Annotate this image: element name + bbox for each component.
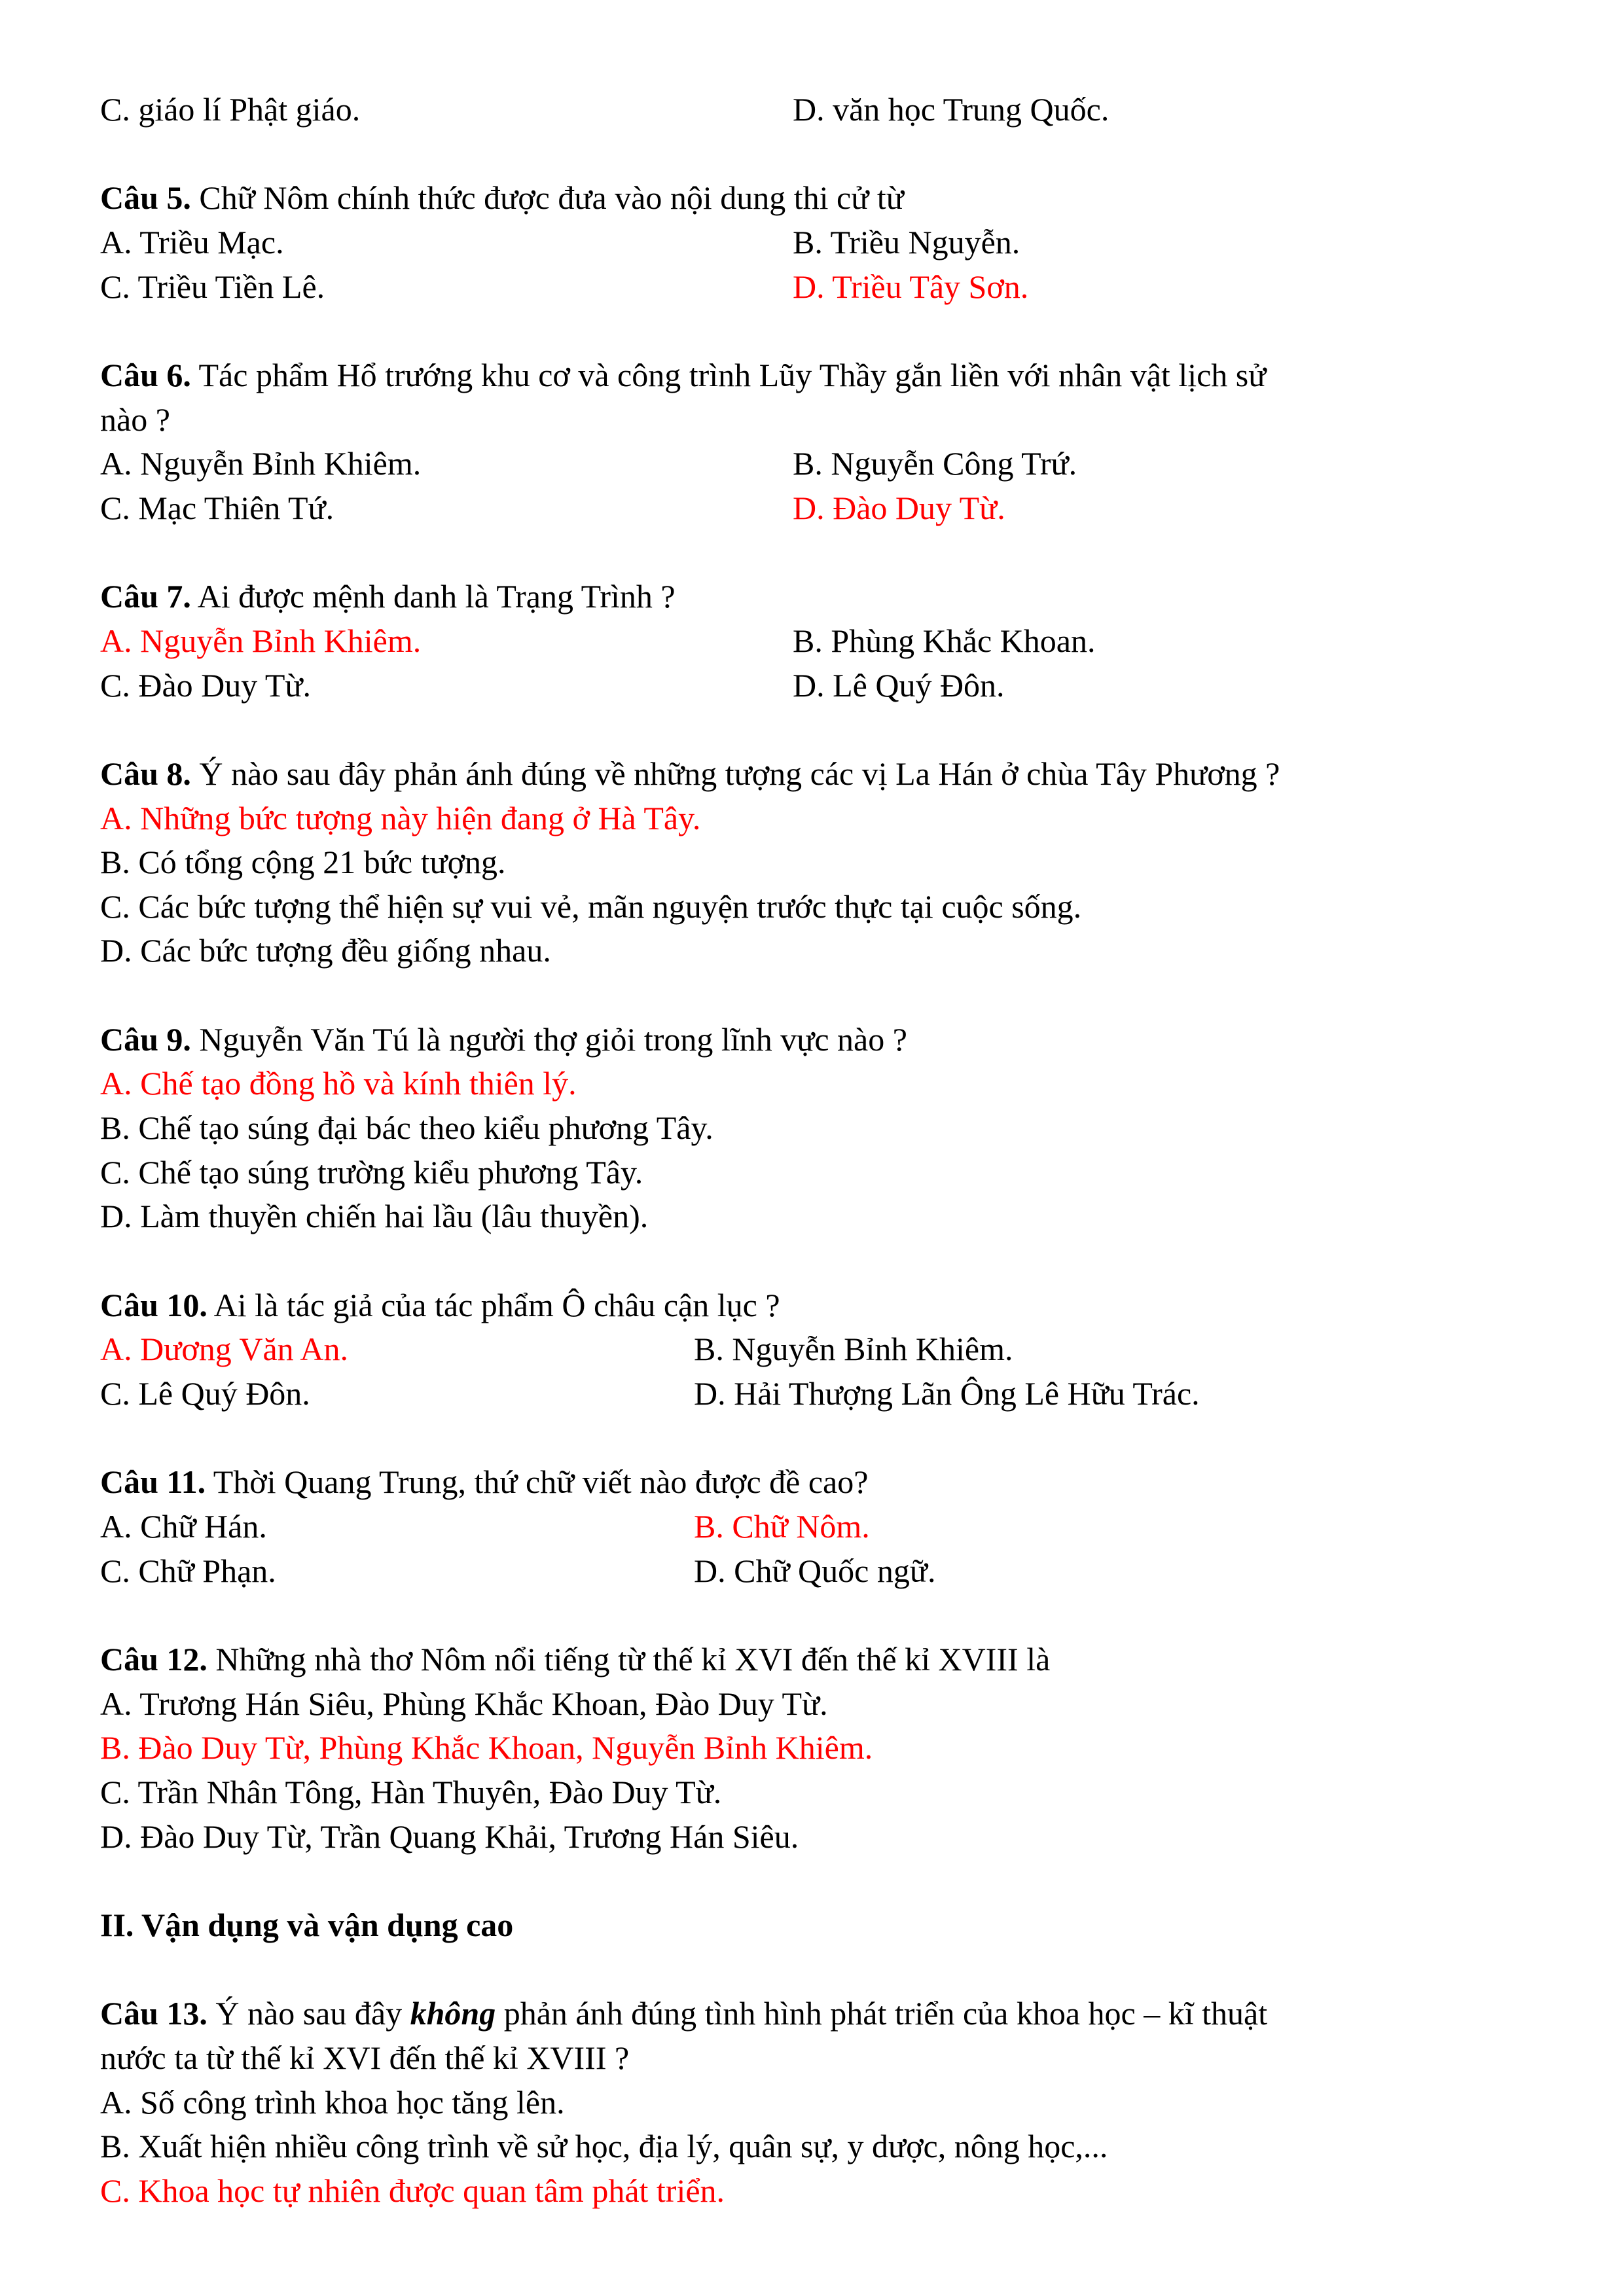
- answer-option-correct: A. Dương Văn An.: [100, 1331, 349, 1368]
- question-label: Câu 6.: [100, 356, 191, 393]
- blank-line: [100, 1948, 1540, 1992]
- answer-option: A. Số công trình khoa học tăng lên.: [100, 2083, 565, 2121]
- question-label: Câu 5.: [100, 179, 191, 217]
- answer-option: D. Lê Quý Đôn.: [793, 666, 1005, 704]
- answer-option: B. Nguyễn Bỉnh Khiêm.: [694, 1331, 1013, 1368]
- question-text: Những nhà thơ Nôm nổi tiếng từ thế kỉ XVI đến thế kỉ XVIII là: [207, 1640, 1051, 1677]
- answer-option-correct: A. Những bức tượng này hiện đang ở Hà Tây.: [100, 799, 701, 836]
- question-label: Câu 9.: [100, 1020, 191, 1058]
- answer-row: [100, 664, 1540, 708]
- answer-row: [100, 619, 1540, 664]
- question-label: Câu 13.: [100, 1995, 208, 2032]
- question-emphasis: không: [410, 1995, 496, 2032]
- answer-row: [100, 88, 1540, 132]
- answer-option-correct: A. Nguyễn Bỉnh Khiêm.: [100, 622, 422, 659]
- question-stem-continued: nước ta từ thế kỉ XVI đến thế kỉ XVIII ?: [100, 2039, 630, 2076]
- blank-line: [100, 1593, 1540, 1638]
- question-stem: [100, 1638, 1540, 1682]
- answer-option: D. Chữ Quốc ngữ.: [694, 1552, 936, 1589]
- answer-option: C. giáo lí Phật giáo.: [100, 91, 361, 128]
- answer-row: [100, 1505, 1540, 1549]
- question-stem: [100, 353, 1540, 398]
- answer-row: [100, 221, 1540, 265]
- question-block: [100, 1460, 1540, 1593]
- answer-option: D. văn học Trung Quốc.: [793, 91, 1110, 128]
- answer-row: [100, 1372, 1540, 1416]
- answer-option-correct: D. Triều Tây Sơn.: [793, 268, 1029, 305]
- answer-option-correct: D. Đào Duy Từ.: [793, 489, 1005, 526]
- question-text: Ý nào sau đây phản ánh đúng về những tượng các vị La Hán ở chùa Tây Phương ?: [190, 755, 1280, 792]
- section: [100, 1903, 1540, 1948]
- answer-option: C. Triều Tiền Lê.: [100, 268, 325, 305]
- question-text: Ý nào sau đây: [207, 1995, 410, 2032]
- question-label: Câu 11.: [100, 1463, 206, 1501]
- answer-option: C. Chữ Phạn.: [100, 1552, 276, 1589]
- blank-line: [100, 531, 1540, 575]
- answer-row: [100, 442, 1540, 486]
- answer-option: C. Đào Duy Từ.: [100, 666, 311, 704]
- answer-row: [100, 486, 1540, 531]
- question-label: Câu 10.: [100, 1286, 208, 1323]
- question-stem: [100, 1460, 1540, 1505]
- answer-option: C. Mạc Thiên Tứ.: [100, 489, 334, 526]
- answer-option: B. Triều Nguyễn.: [793, 223, 1020, 260]
- answer-option-correct: A. Chế tạo đồng hồ và kính thiên lý.: [100, 1065, 577, 1102]
- blank-line: [100, 708, 1540, 752]
- question-block: [100, 575, 1540, 708]
- answer-option: C. Lê Quý Đôn.: [100, 1375, 310, 1412]
- question-text: Nguyễn Văn Tú là người thợ giỏi trong lĩnh vực nào ?: [190, 1020, 907, 1058]
- blank-line: [100, 132, 1540, 177]
- question-block: [100, 88, 1540, 132]
- question-text: Ai là tác giả của tác phẩm Ô châu cận lục ?: [207, 1286, 780, 1323]
- answer-row: [100, 1549, 1540, 1594]
- answer-option: B. Chế tạo súng đại bác theo kiểu phương Tây.: [100, 1109, 713, 1147]
- answer-option: C. Các bức tượng thể hiện sự vui vẻ, mãn nguyện trước thực tại cuộc sống.: [100, 888, 1082, 925]
- question-stem: [100, 1283, 1540, 1328]
- question-block: [100, 176, 1540, 309]
- answer-option-correct: B. Đào Duy Từ, Phùng Khắc Khoan, Nguyễn Bỉnh Khiêm.: [100, 1729, 873, 1767]
- question-block: [100, 353, 1540, 531]
- question-block: [100, 1992, 1540, 2213]
- answer-option: B. Xuất hiện nhiều công trình về sử học, địa lý, quân sự, y dược, nông học,...: [100, 2128, 1108, 2165]
- answer-option: C. Trần Nhân Tông, Hàn Thuyên, Đào Duy Từ.: [100, 1773, 722, 1810]
- answer-option: A. Chữ Hán.: [100, 1508, 267, 1545]
- question-text: Thời Quang Trung, thứ chữ viết nào được đề cao?: [206, 1463, 869, 1501]
- question-text: nào ?: [100, 401, 170, 438]
- blank-line: [100, 973, 1540, 1018]
- exam-page: [100, 88, 1540, 2214]
- question-stem: [100, 1992, 1540, 2036]
- answer-option: D. Làm thuyền chiến hai lầu (lâu thuyền).: [100, 1198, 649, 1235]
- question-label: Câu 12.: [100, 1640, 208, 1677]
- section-heading: II. Vận dụng và vận dụng cao: [100, 1906, 514, 1943]
- answer-option: D. Đào Duy Từ, Trần Quang Khải, Trương Hán Siêu.: [100, 1818, 799, 1855]
- answer-option: A. Triều Mạc.: [100, 223, 284, 260]
- question-text: phản ánh đúng tình hình phát triển của khoa học – kĩ thuật: [496, 1995, 1268, 2032]
- question-text: Ai được mệnh danh là Trạng Trình ?: [190, 578, 676, 615]
- question-block: [100, 752, 1540, 973]
- answer-option-correct: B. Chữ Nôm.: [694, 1508, 870, 1545]
- answer-row: [100, 1327, 1540, 1372]
- blank-line: [100, 309, 1540, 353]
- blank-line: [100, 1239, 1540, 1283]
- question-stem-continued: [100, 398, 1540, 442]
- answer-option: A. Nguyễn Bỉnh Khiêm.: [100, 445, 422, 482]
- answer-option: D. Các bức tượng đều giống nhau.: [100, 932, 551, 969]
- question-text: Chữ Nôm chính thức được đưa vào nội dung thi cử từ: [190, 179, 904, 217]
- question-stem: [100, 752, 1540, 797]
- question-stem: [100, 1018, 1540, 1062]
- answer-option: A. Trương Hán Siêu, Phùng Khắc Khoan, Đào Duy Từ.: [100, 1685, 828, 1722]
- answer-option: C. Chế tạo súng trường kiểu phương Tây.: [100, 1153, 643, 1191]
- question-block: [100, 1638, 1540, 1859]
- question-stem: [100, 575, 1540, 619]
- question-block: [100, 1018, 1540, 1239]
- answer-option: D. Hải Thượng Lãn Ông Lê Hữu Trác.: [694, 1375, 1200, 1412]
- answer-row: [100, 265, 1540, 310]
- question-block: [100, 1283, 1540, 1416]
- answer-option: B. Có tổng cộng 21 bức tượng.: [100, 844, 506, 881]
- question-label: Câu 8.: [100, 755, 191, 792]
- answer-option-correct: C. Khoa học tự nhiên được quan tâm phát triển.: [100, 2172, 725, 2209]
- question-text: Tác phẩm Hổ trướng khu cơ và công trình Lũy Thầy gắn liền với nhân vật lịch sử: [190, 356, 1267, 393]
- question-label: Câu 7.: [100, 578, 191, 615]
- blank-line: [100, 1859, 1540, 1903]
- question-stem: [100, 176, 1540, 221]
- blank-line: [100, 1416, 1540, 1461]
- answer-option: B. Phùng Khắc Khoan.: [793, 622, 1096, 659]
- answer-option: B. Nguyễn Công Trứ.: [793, 445, 1077, 482]
